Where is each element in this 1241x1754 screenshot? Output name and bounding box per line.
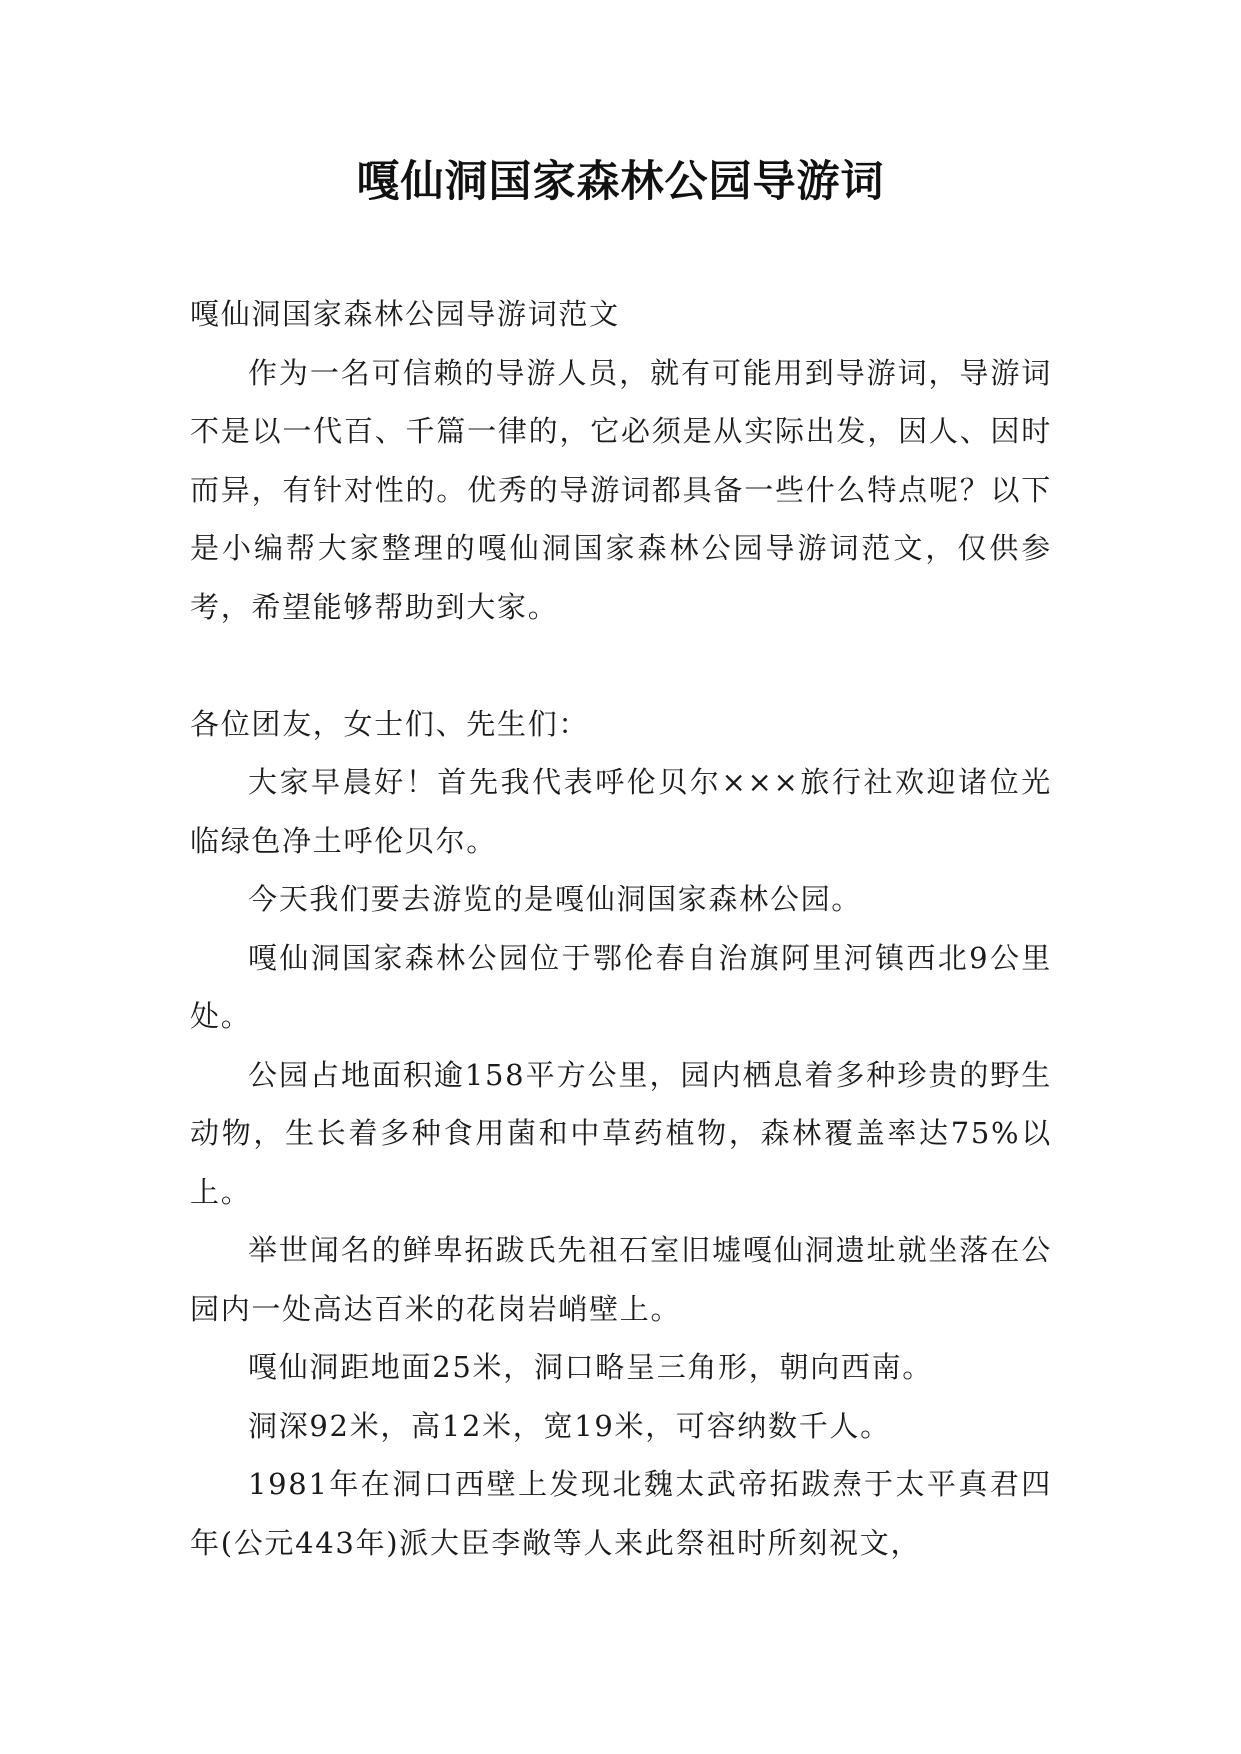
paragraph-subtitle: 嘎仙洞国家森林公园导游词范文: [190, 297, 620, 331]
paragraph-gap: [190, 636, 1052, 695]
paragraph-site: 举世闻名的鲜卑拓跋氏先祖石室旧墟嘎仙洞遗址就坐落在公园内一处高达百米的花岗岩峭壁上。: [190, 1233, 1052, 1326]
paragraph-today: 今天我们要去游览的是嘎仙洞国家森林公园。: [248, 882, 863, 916]
paragraph-area: 公园占地面积逾158平方公里，园内栖息着多种珍贵的野生动物，生长着多种食用菌和中草药植物，森林覆盖率达75%以上。: [190, 1057, 1052, 1209]
paragraph-greeting: 各位团友，女士们、先生们：: [190, 706, 590, 741]
paragraph-intro: 作为一名可信赖的导游人员，就有可能用到导游词，导游词不是以一代百、千篇一律的，它必须是从实际出发，因人、因时而异，有针对性的。优秀的导游词都具备一些什么特点呢？以下是小编帮大家整理的嘎仙洞国家森林公园导游词范文，仅供参考，希望能够帮助到大家。: [190, 355, 1052, 624]
paragraph-depth: 洞深92米，高12米，宽19米，可容纳数千人。: [248, 1408, 891, 1443]
paragraph-welcome: 大家早晨好！首先我代表呼伦贝尔×××旅行社欢迎诸位光临绿色净土呼伦贝尔。: [190, 765, 1052, 858]
paragraph-location: 嘎仙洞国家森林公园位于鄂伦春自治旗阿里河镇西北9公里处。: [190, 940, 1052, 1033]
document-body: [190, 285, 1052, 1572]
paragraph-discovery: 1981年在洞口西壁上发现北魏太武帝拓跋焘于太平真君四年(公元443年)派大臣李敞等人来此祭祖时所刻祝文，: [190, 1467, 1052, 1560]
document-title: 嘎仙洞国家森林公园导游词: [356, 157, 885, 207]
paragraph-height: 嘎仙洞距地面25米，洞口略呈三角形，朝向西南。: [248, 1350, 934, 1384]
